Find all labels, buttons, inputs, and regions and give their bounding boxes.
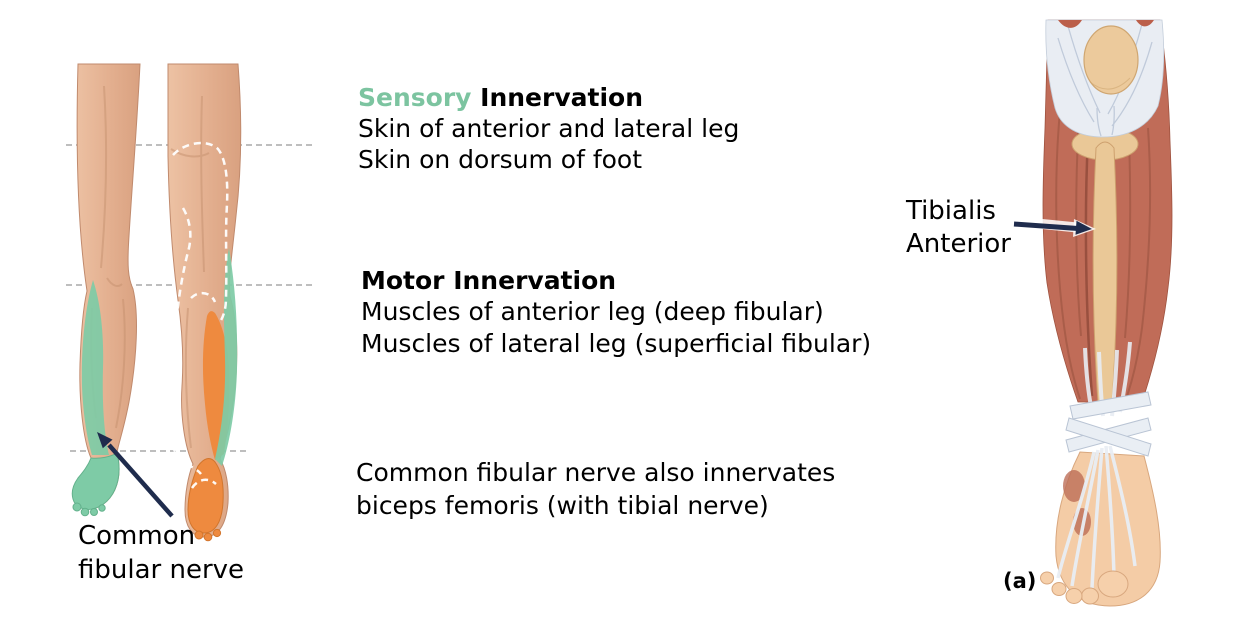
motor-innervation-heading: Motor Innervation xyxy=(361,266,617,295)
tibialis-label-line2: Anterior xyxy=(906,229,1011,259)
sensory-innervation-section xyxy=(358,82,739,175)
posterior-leg-illustration xyxy=(168,64,241,541)
leg-muscle-figure xyxy=(1000,16,1238,616)
innervation-word: Innervation xyxy=(471,83,643,112)
anterior-leg-illustration xyxy=(72,64,140,516)
tibialis-anterior-label xyxy=(906,195,1011,261)
common-fibular-label-line2: fibular nerve xyxy=(78,555,245,585)
note-line-1: Common fibular nerve also innervates xyxy=(356,458,836,487)
motor-innervation-section xyxy=(361,265,871,360)
biceps-femoris-note xyxy=(356,456,835,522)
note-line-2: biceps femoris (with tibial nerve) xyxy=(356,491,769,520)
knee-fascia xyxy=(1046,20,1164,137)
cutaneous-innervation-figure xyxy=(52,56,322,556)
motor-line-1: Muscles of anterior leg (deep fibular) xyxy=(361,297,824,326)
common-fibular-nerve-label xyxy=(78,519,244,587)
common-fibular-label-line1: Common xyxy=(78,521,196,551)
sensory-line-2: Skin on dorsum of foot xyxy=(358,145,643,174)
sensory-line-1: Skin of anterior and lateral leg xyxy=(358,114,740,143)
figure-caption-a: (a) xyxy=(1003,569,1037,593)
foot-illustration xyxy=(1041,446,1161,606)
motor-line-2: Muscles of lateral leg (superficial fibular) xyxy=(361,329,872,358)
green-sensory-foot xyxy=(72,453,119,509)
tibialis-label-line1: Tibialis xyxy=(906,196,996,226)
sensory-innervation-heading xyxy=(358,82,739,113)
sensory-word: Sensory xyxy=(358,83,472,112)
